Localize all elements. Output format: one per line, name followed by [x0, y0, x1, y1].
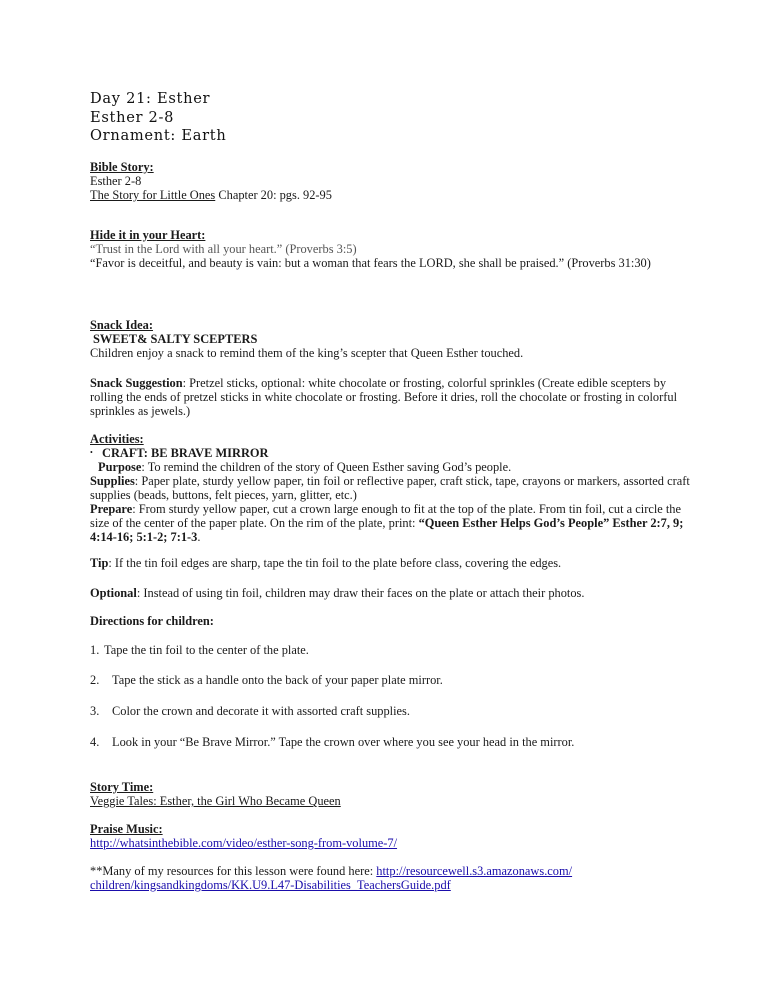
- resources-note: [90, 864, 710, 892]
- direction-step: [90, 643, 710, 657]
- supplies-label: Supplies: [90, 474, 135, 488]
- tip-line: [90, 556, 710, 570]
- prepare-label: Prepare: [90, 502, 133, 516]
- activities-heading: Activities:: [90, 432, 144, 446]
- snack-suggestion-text: : Pretzel sticks, optional: white chocolate or frosting, colorful sprinkles (Create edible scepters by rolling the ends of pretzel sticks in white chocolate or frosting. Before it dries, roll the chocolate or frosting in colorful sprinkles as jewels.): [90, 376, 678, 418]
- snack-description: Children enjoy a snack to remind them of the king’s scepter that Queen Esther touched.: [90, 346, 524, 360]
- optional-line: [90, 586, 710, 600]
- snack-name: SWEET& SALTY SCEPTERS: [93, 332, 258, 346]
- bible-story-ref: Esther 2-8: [90, 174, 142, 188]
- resources-link-part1: http://resourcewell.s3.amazonaws.com/: [376, 864, 573, 878]
- step-text: Look in your “Be Brave Mirror.” Tape the crown over where you see your head in the mirror.: [112, 735, 575, 749]
- resources-prefix: **Many of my resources for this lesson were found here:: [90, 864, 377, 878]
- step-number: 1.: [90, 643, 100, 657]
- story-time-heading: Story Time:: [90, 780, 154, 794]
- bible-story-heading: Bible Story:: [90, 160, 154, 174]
- resources-link-part2: children/kingsandkingdoms/KK.U9.L47-Disabilities_TeachersGuide.pdf: [90, 878, 451, 892]
- step-text: Tape the tin foil to the center of the plate.: [104, 643, 309, 657]
- prepare-line: [90, 502, 690, 544]
- craft-title: CRAFT: BE BRAVE MIRROR: [102, 446, 269, 460]
- supplies-text: : Paper plate, sturdy yellow paper, tin foil or reflective paper, craft stick, tape, crayons or markers, assorted craft supplies (beads, buttons, felt pieces, yarn, glitter, etc.): [90, 474, 690, 502]
- snack-suggestion: [90, 376, 685, 418]
- day-title: Day 21: Esther: [90, 90, 211, 107]
- craft-item: [90, 446, 690, 460]
- prepare-print-text: “Queen Esther Helps God’s People” Esther 2:7, 9; 4:14-16; 5:1-2; 7:1-3: [90, 516, 684, 544]
- step-text: Tape the stick as a handle onto the back of your paper plate mirror.: [112, 673, 443, 687]
- story-time-title: Veggie Tales: Esther, the Girl Who Became Queen: [90, 794, 341, 808]
- step-number: 3.: [90, 704, 100, 718]
- prepare-text: : From sturdy yellow paper, cut a crown large enough to fit at the top of the plate. From tin foil, cut a circle the size of the center of the paper plate. On the rim of the plate, print:: [90, 502, 682, 530]
- snack-heading: Snack Idea:: [90, 318, 153, 332]
- book-pages: Chapter 20: pgs. 92-95: [215, 188, 332, 202]
- memory-verse-1: “Trust in the Lord with all your heart.” (Proverbs 3:5): [90, 242, 357, 256]
- direction-step: [90, 673, 710, 687]
- ornament-title: Ornament: Earth: [90, 127, 227, 144]
- optional-label: Optional: [90, 586, 137, 600]
- snack-section: [90, 318, 690, 360]
- praise-music-link[interactable]: http://whatsinthebible.com/video/esther-song-from-volume-7/: [90, 836, 398, 850]
- step-text: Color the crown and decorate it with assorted craft supplies.: [112, 704, 410, 718]
- memory-verse-2: “Favor is deceitful, and beauty is vain: but a woman that fears the LORD, she shall be praised.” (Proverbs 31:30): [90, 256, 651, 270]
- purpose-text: : To remind the children of the story of Queen Esther saving God’s people.: [141, 460, 512, 474]
- lesson-header: [90, 90, 226, 146]
- step-number: 4.: [90, 735, 100, 749]
- purpose-label: Purpose: [98, 460, 142, 474]
- prepare-end: .: [197, 530, 201, 544]
- purpose-line: [90, 460, 690, 474]
- direction-step: [90, 704, 710, 718]
- directions-heading: Directions for children:: [90, 614, 214, 628]
- tip-text: : If the tin foil edges are sharp, tape the tin foil to the plate before class, covering the edges.: [108, 556, 562, 570]
- optional-text: : Instead of using tin foil, children may draw their faces on the plate or attach their photos.: [136, 586, 585, 600]
- praise-music-section: [90, 822, 690, 850]
- hide-it-heading: Hide it in your Heart:: [90, 228, 206, 242]
- step-number: 2.: [90, 673, 100, 687]
- hide-it-section: [90, 228, 680, 270]
- tip-label: Tip: [90, 556, 109, 570]
- direction-step: [90, 735, 710, 749]
- bible-story-section: [90, 160, 690, 202]
- story-time-section: [90, 780, 690, 808]
- praise-music-heading: Praise Music:: [90, 822, 163, 836]
- supplies-line: [90, 474, 690, 502]
- scripture-range: Esther 2-8: [90, 108, 175, 126]
- book-title: The Story for Little Ones: [90, 188, 216, 202]
- activities-section: [90, 432, 690, 544]
- snack-suggestion-label: Snack Suggestion: [90, 376, 183, 390]
- book-reference: [90, 188, 690, 202]
- bullet-icon: •: [90, 448, 93, 457]
